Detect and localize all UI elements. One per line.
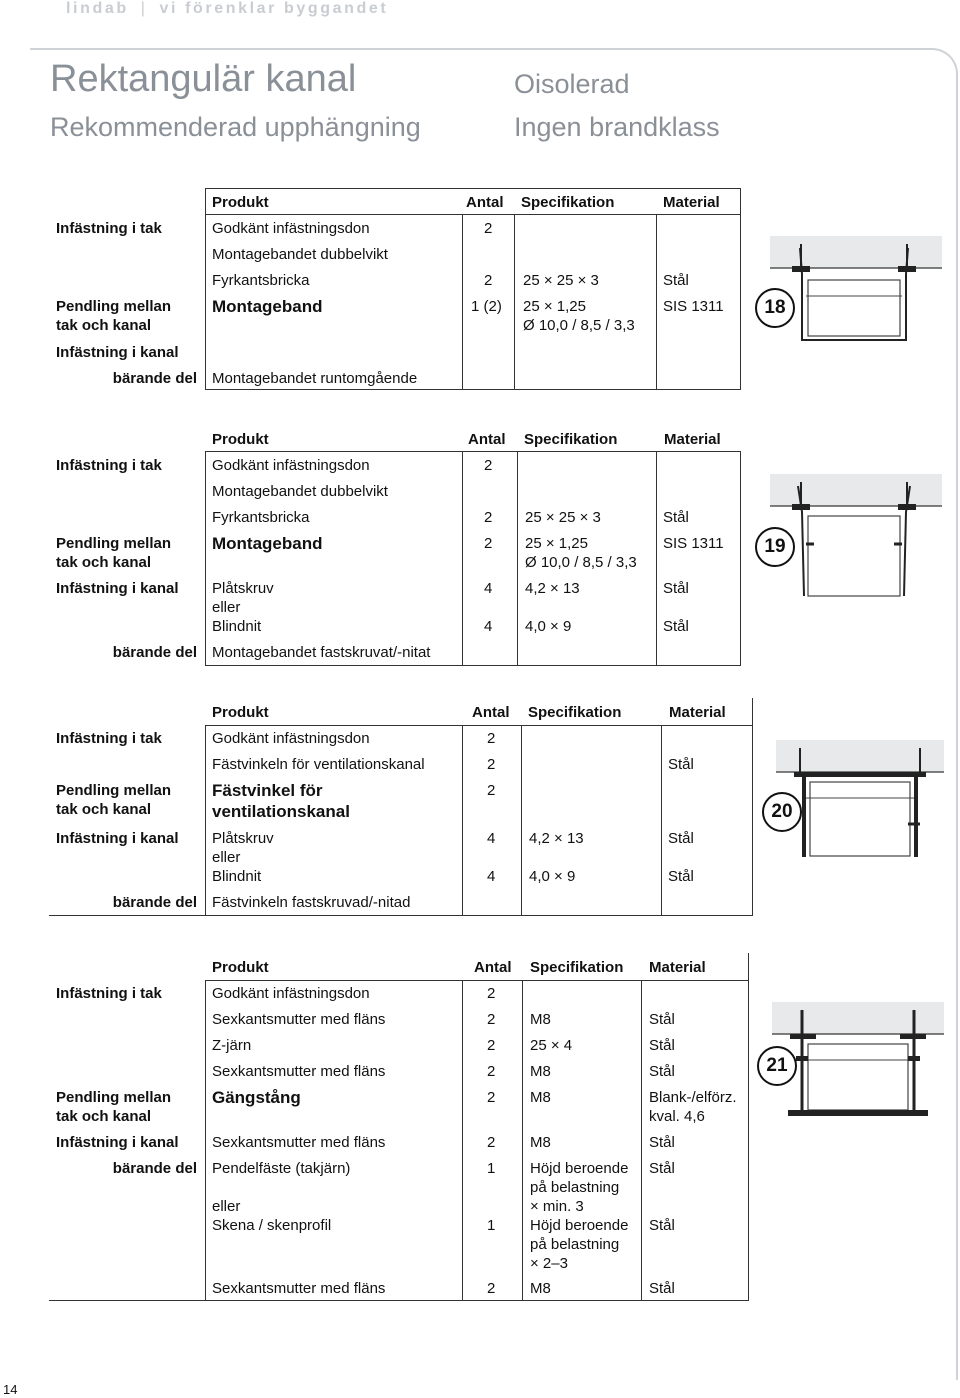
label-duct-1: Infästning i kanal — [56, 344, 179, 361]
cell: Montagebandet dubbelvikt — [212, 483, 388, 500]
cell: Stål — [668, 830, 694, 847]
cell: 25 × 25 × 3 — [523, 272, 599, 289]
cell: Stål — [668, 868, 694, 885]
col-qty: Antal — [474, 959, 512, 976]
col-product: Produkt — [212, 704, 269, 721]
cell: 2 — [487, 782, 496, 799]
brand-tagline: vi förenklar byggandet — [159, 0, 389, 17]
cell: Stål — [668, 756, 694, 773]
cell: Fästvinkeln fastskruvad/-nitad — [212, 894, 411, 911]
label-pendling-1: Pendling mellan — [56, 782, 172, 799]
brand-separator: | — [140, 0, 148, 17]
fire-class-title: Ingen brandklass — [514, 112, 720, 142]
cell: Montagebandet fastskruvat/-nitat — [212, 644, 431, 661]
cell: Skena / skenprofil — [212, 1217, 332, 1234]
cell: Montageband — [212, 534, 323, 553]
cell: Sexkantsmutter med fläns — [212, 1011, 386, 1028]
cell: 25 × 25 × 3 — [525, 509, 601, 526]
figure-badge-18: 18 — [755, 288, 795, 328]
col-qty: Antal — [466, 194, 504, 211]
cell: 25 × 1,25 — [525, 535, 588, 552]
cell: 2 — [484, 220, 493, 237]
col-product: Produkt — [212, 194, 269, 211]
brand-header — [66, 0, 388, 18]
label-duct-2: bärande del — [112, 370, 197, 387]
cell: 2 — [487, 1089, 496, 1106]
brand-name: lindab — [66, 0, 129, 17]
cell: Stål — [649, 1063, 675, 1080]
cell: eller — [212, 599, 241, 616]
cell: Sexkantsmutter med fläns — [212, 1134, 386, 1151]
cell: Montagebandet dubbelvikt — [212, 246, 388, 263]
col-material: Material — [663, 194, 720, 211]
cell: Fästvinkeln för ventilationskanal — [212, 756, 425, 773]
cell: på belastning — [530, 1179, 620, 1196]
cell: 4,2 × 13 — [525, 580, 580, 597]
cell: × 2–3 — [530, 1255, 568, 1272]
page-number: 14 — [3, 1382, 18, 1397]
cell: Montageband — [212, 297, 323, 316]
cell: Höjd beroende — [530, 1160, 629, 1177]
cell: Stål — [649, 1134, 675, 1151]
cell: eller — [212, 849, 241, 866]
cell: Stål — [663, 272, 689, 289]
cell: M8 — [530, 1011, 551, 1028]
cell: SIS 1311 — [663, 535, 724, 552]
cell: 2 — [487, 985, 496, 1002]
mounting-diagram-20 — [776, 738, 944, 860]
cell: 2 — [484, 457, 493, 474]
label-duct-2: bärande del — [112, 894, 197, 911]
cell: 2 — [487, 1063, 496, 1080]
cell: 2 — [484, 509, 493, 526]
mounting-diagram-21 — [772, 1000, 944, 1122]
label-pendling-2: tak och kanal — [56, 1108, 152, 1125]
cell: Fästvinkel för — [212, 781, 323, 800]
label-pendling-2: tak och kanal — [56, 317, 152, 334]
col-product: Produkt — [212, 431, 269, 448]
cell: M8 — [530, 1134, 551, 1151]
cell: kval. 4,6 — [649, 1108, 705, 1125]
cell: Stål — [649, 1280, 675, 1297]
cell: 2 — [487, 1280, 496, 1297]
cell: 25 × 1,25 — [523, 298, 586, 315]
cell: Ø 10,0 / 8,5 / 3,3 — [525, 554, 637, 571]
label-ceiling: Infästning i tak — [56, 457, 162, 474]
cell: Z-järn — [212, 1037, 252, 1054]
cell: 2 — [484, 272, 493, 289]
cell: Plåtskruv — [212, 830, 274, 847]
col-spec: Specifikation — [530, 959, 624, 976]
cell: Stål — [663, 509, 689, 526]
label-duct-1: Infästning i kanal — [56, 1134, 179, 1151]
cell: Stål — [663, 580, 689, 597]
cell: på belastning — [530, 1236, 620, 1253]
col-spec: Specifikation — [528, 704, 622, 721]
label-ceiling: Infästning i tak — [56, 985, 162, 1002]
cell: Godkänt infästningsdon — [212, 457, 370, 474]
cell: M8 — [530, 1063, 551, 1080]
col-qty: Antal — [468, 431, 506, 448]
label-pendling-2: tak och kanal — [56, 554, 152, 571]
col-material: Material — [669, 704, 726, 721]
col-material: Material — [649, 959, 706, 976]
cell: 2 — [487, 1011, 496, 1028]
cell: Ø 10,0 / 8,5 / 3,3 — [523, 317, 635, 334]
cell: 4 — [484, 580, 493, 597]
cell: Godkänt infästningsdon — [212, 985, 370, 1002]
cell: Stål — [649, 1160, 675, 1177]
col-qty: Antal — [472, 704, 510, 721]
cell: Godkänt infästningsdon — [212, 220, 370, 237]
cell: Godkänt infästningsdon — [212, 730, 370, 747]
cell: × min. 3 — [530, 1198, 584, 1215]
cell: 25 × 4 — [530, 1037, 573, 1054]
cell: Blindnit — [212, 618, 262, 635]
cell: Plåtskruv — [212, 580, 274, 597]
cell: M8 — [530, 1280, 551, 1297]
label-pendling-2: tak och kanal — [56, 801, 152, 818]
label-ceiling: Infästning i tak — [56, 220, 162, 237]
cell: 1 — [487, 1217, 496, 1234]
cell: Blank-/elförz. — [649, 1089, 737, 1106]
cell: Pendelfäste (takjärn) — [212, 1160, 351, 1177]
label-ceiling: Infästning i tak — [56, 730, 162, 747]
cell: 4 — [487, 868, 496, 885]
figure-badge-20: 20 — [762, 792, 802, 832]
page-title: Rektangulär kanal — [50, 58, 357, 100]
cell: 2 — [487, 730, 496, 747]
cell: ventilationskanal — [212, 802, 350, 821]
cell: Montagebandet runtomgående — [212, 370, 418, 387]
cell: 4,0 × 9 — [529, 868, 576, 885]
label-duct-2: bärande del — [112, 1160, 197, 1177]
cell: Sexkantsmutter med fläns — [212, 1280, 386, 1297]
cell: 4 — [484, 618, 493, 635]
col-spec: Specifikation — [524, 431, 618, 448]
cell: Sexkantsmutter med fläns — [212, 1063, 386, 1080]
cell: SIS 1311 — [663, 298, 724, 315]
cell: Blindnit — [212, 868, 262, 885]
cell: Gängstång — [212, 1088, 301, 1107]
cell: Stål — [649, 1011, 675, 1028]
cell: M8 — [530, 1089, 551, 1106]
cell: eller — [212, 1198, 241, 1215]
cell: 4,2 × 13 — [529, 830, 584, 847]
cell: Fyrkantsbricka — [212, 272, 310, 289]
col-product: Produkt — [212, 959, 269, 976]
cell: 2 — [487, 1134, 496, 1151]
cell: Stål — [649, 1037, 675, 1054]
cell: Fyrkantsbricka — [212, 509, 310, 526]
cell: 2 — [487, 1037, 496, 1054]
cell: 4,0 × 9 — [525, 618, 572, 635]
label-pendling-1: Pendling mellan — [56, 298, 172, 315]
cell: 2 — [484, 535, 493, 552]
page-subtitle: Rekommenderad upphängning — [50, 112, 421, 142]
insulation-title: Oisolerad — [514, 69, 630, 99]
mounting-diagram-18 — [770, 234, 942, 346]
cell: 1 (2) — [471, 298, 502, 315]
cell: Stål — [649, 1217, 675, 1234]
figure-badge-19: 19 — [755, 527, 795, 567]
mounting-diagram-19 — [770, 472, 942, 602]
label-duct-1: Infästning i kanal — [56, 580, 179, 597]
cell: Stål — [663, 618, 689, 635]
cell: 4 — [487, 830, 496, 847]
cell: Höjd beroende — [530, 1217, 629, 1234]
col-spec: Specifikation — [521, 194, 615, 211]
col-material: Material — [664, 431, 721, 448]
figure-badge-21: 21 — [757, 1046, 797, 1086]
label-pendling-1: Pendling mellan — [56, 1089, 172, 1106]
cell: 1 — [487, 1160, 496, 1177]
cell: 2 — [487, 756, 496, 773]
label-duct-2: bärande del — [112, 644, 197, 661]
label-pendling-1: Pendling mellan — [56, 535, 172, 552]
label-duct-1: Infästning i kanal — [56, 830, 179, 847]
